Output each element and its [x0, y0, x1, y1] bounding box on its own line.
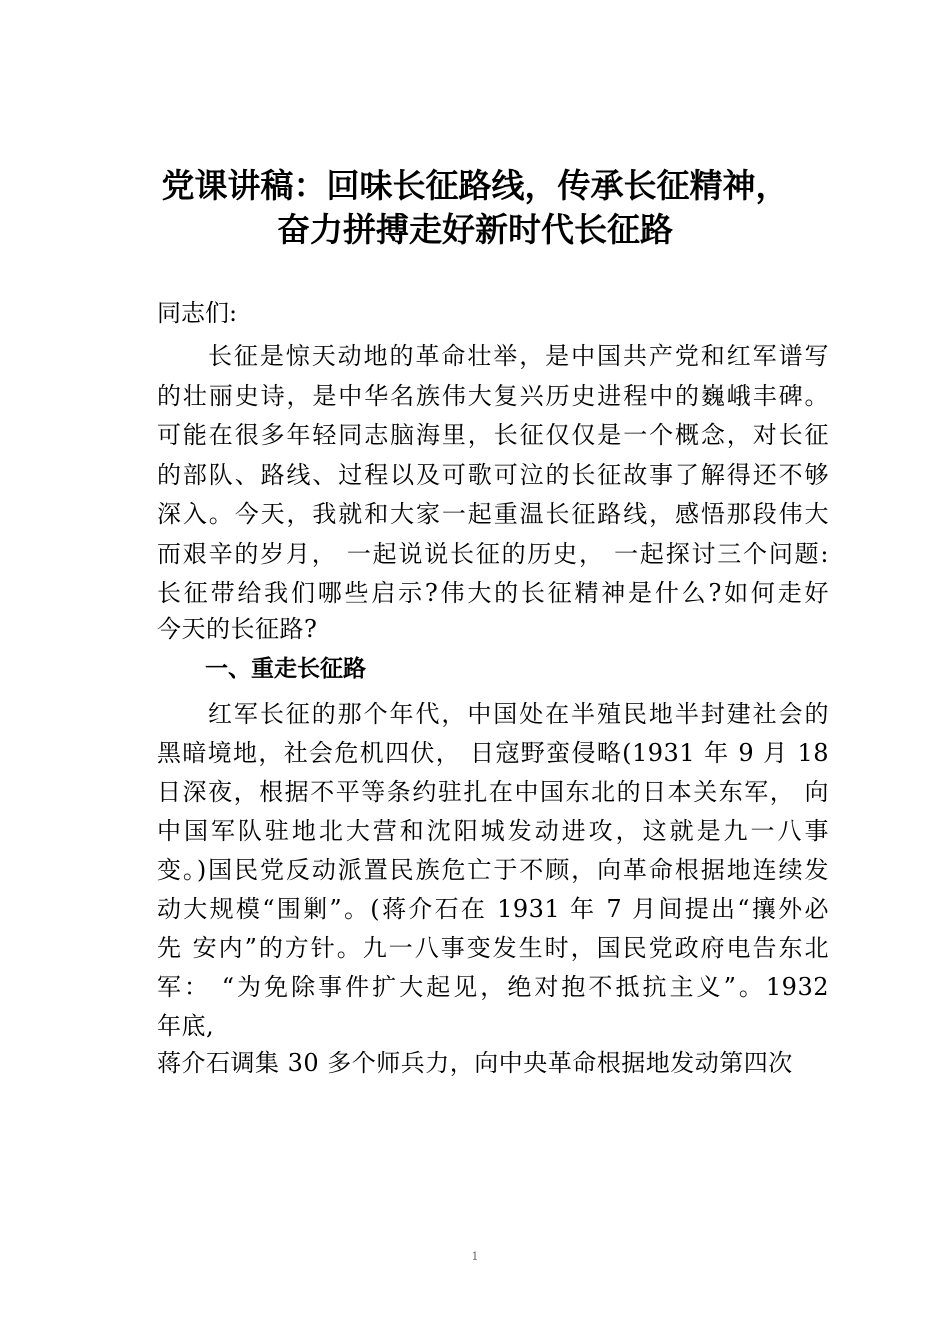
section-paragraph-line: 年底, — [157, 1012, 215, 1040]
intro-paragraph-line: 长征带给我们哪些启示?伟大的长征精神是什么?如何走好 — [157, 579, 829, 607]
salutation: 同志们: — [157, 299, 238, 327]
section-paragraph-line: 中国军队驻地北大营和沈阳城发动进攻，这就是九一八事 — [157, 817, 829, 845]
intro-paragraph-line: 而艰辛的岁月， 一起说说长征的历史， 一起探讨三个问题: — [157, 540, 829, 568]
section-paragraph-line: 军： “为免除事件扩大起见，绝对抱不抵抗主义”。1932 — [157, 973, 829, 1001]
section-paragraph-line: 蒋介石调集 30 多个师兵力，向中央革命根据地发动第四次 — [157, 1049, 793, 1077]
intro-paragraph-line: 长征是惊天动地的革命壮举，是中国共产党和红军谱写 — [208, 342, 829, 370]
section-paragraph-line: 日深夜，根据不平等条约驻扎在中国东北的日本关东军， 向 — [157, 778, 829, 806]
document-title-line-2: 奋力拼搏走好新时代长征路 — [277, 210, 673, 249]
section-paragraph-line: 红军长征的那个年代，中国处在半殖民地半封建社会的 — [208, 700, 829, 728]
page-number: 1 — [471, 1250, 479, 1263]
document-title-line-1: 党课讲稿：回味长征路线，传承长征精神， — [161, 166, 789, 205]
section-paragraph-line: 先 安内”的方针。九一八事变发生时，国民党政府电告东北 — [157, 934, 829, 962]
intro-paragraph-line: 的壮丽史诗，是中华名族伟大复兴历史进程中的巍峨丰碑。 — [157, 382, 829, 410]
intro-paragraph-line: 的部队、路线、过程以及可歌可泣的长征故事了解得还不够 — [157, 461, 829, 489]
intro-paragraph-line: 可能在很多年轻同志脑海里，长征仅仅是一个概念，对长征 — [157, 421, 829, 449]
intro-paragraph-line: 今天的长征路? — [157, 615, 318, 643]
section-heading: 一、重走长征路 — [205, 656, 366, 682]
section-paragraph-line: 动大规模“围剿”。(蒋介石在 1931 年 7 月间提出“攘外必 — [157, 895, 829, 923]
section-paragraph-line: 变。)国民党反动派置民族危亡于不顾，向革命根据地连续发 — [157, 856, 829, 884]
intro-paragraph-line: 深入。今天，我就和大家一起重温长征路线，感悟那段伟大 — [157, 500, 829, 528]
section-paragraph-line: 黑暗境地，社会危机四伏， 日寇野蛮侵略(1931 年 9 月 18 — [157, 739, 829, 767]
